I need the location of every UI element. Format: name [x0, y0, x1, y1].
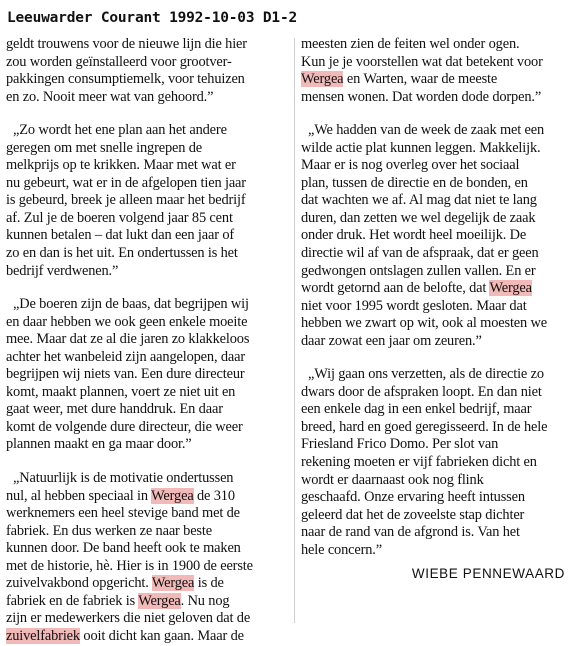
text-segment: niet voor 1995 wordt gesloten. Maar dat: [301, 297, 527, 314]
text-segment: „We hadden van de week de zaak met een: [308, 122, 545, 139]
text-segment: Maar er is nog overleg over het sociaal: [301, 157, 520, 174]
text-segment: zuivelvakbond opgericht.: [6, 575, 152, 592]
text-segment: meesten zien de feiten wel onder ogen.: [301, 36, 520, 52]
highlighted-term: Wergea: [301, 71, 344, 88]
text-line: [301, 210, 571, 228]
text-line: achter het wanbeleid zijn aangelopen, daar: [6, 348, 246, 365]
text-line: [301, 245, 571, 263]
highlighted-term: Wergea: [151, 487, 194, 504]
highlighted-term: Wergea: [151, 575, 195, 592]
text-line: bedrijf verdwenen.”: [6, 262, 119, 279]
text-segment: hebben we zwart op wit, ook al moesten we: [301, 315, 548, 332]
paragraph: [6, 470, 288, 645]
text-line: begrijpen wij niets van. Een dure directeur: [6, 366, 245, 383]
text-line: [301, 263, 571, 281]
text-line: nu gebeurt, wat er in de afgelopen tien jaar: [6, 174, 246, 191]
text-line: [6, 628, 288, 646]
paragraph: [301, 366, 571, 559]
text-line: [301, 333, 571, 351]
text-line: plannen maakt en ga maar door.”: [6, 436, 192, 453]
left-column: [6, 36, 288, 646]
text-line: [301, 401, 571, 419]
text-segment: met de historie, hè. Hier is in 1900 de eerste: [6, 557, 253, 574]
text-line: [301, 157, 571, 175]
text-line: [301, 36, 571, 54]
text-segment: Kun je je voorstellen wat dat betekent voor: [301, 53, 543, 70]
text-segment: wordt er daarnaast ook nog flink: [301, 471, 484, 488]
text-segment: hele concern.”: [301, 541, 382, 558]
text-line: melkprijs op te krikken. Maar met wat er: [6, 157, 236, 174]
text-segment: rekening moeten er vijf fabrieken dicht en: [301, 454, 537, 471]
text-line: [301, 524, 571, 542]
text-line: komt, maakt plannen, voert ze niet uit en: [6, 383, 236, 400]
text-line: [301, 542, 571, 560]
text-segment: Friesland Frico Domo. Per slot van: [301, 436, 499, 453]
text-line: [301, 384, 571, 402]
text-line: [6, 610, 288, 628]
text-segment: werknemers een heel stevige band met de: [6, 505, 240, 522]
text-segment: ooit dicht kan gaan. Maar de: [79, 627, 244, 644]
text-line: geldt trouwens voor de nieuwe lijn die hier: [6, 36, 247, 52]
text-segment: gedwongen ontslagen zullen vallen. En er: [301, 262, 536, 279]
text-line: en zo. Nooit meer wat van gehoord.”: [6, 88, 214, 105]
text-segment: dwars door de afspraken loopt. En dan niet: [301, 383, 542, 400]
text-line: [301, 315, 571, 333]
text-segment: fabriek en de fabriek is: [6, 592, 139, 609]
text-segment: geleerd dat het de zoveelste stap dichter: [301, 506, 525, 523]
text-line: „Zo wordt het ene plan aan het andere: [13, 122, 227, 139]
text-segment: kunnen door. De band heeft ook te maken: [6, 540, 241, 557]
text-line: mee. Maar dat ze al die jaren zo klakkeloos: [6, 331, 250, 348]
page-header: Leeuwarder Courant 1992-10-03 D1-2: [7, 10, 298, 26]
text-line: [6, 470, 288, 488]
text-line: [6, 488, 288, 506]
text-segment: geschaafd. Onze ervaring heeft intussen: [301, 489, 525, 506]
text-line: gaat weer, met dure handdruk. En daar: [6, 401, 223, 418]
text-line: [301, 489, 571, 507]
text-line: geregen om met snelle ingrepen de: [6, 139, 203, 156]
text-line: [6, 558, 288, 576]
text-line: [301, 71, 571, 89]
text-line: [301, 419, 571, 437]
text-line: en daar hebben we ook geen enkele moeite: [6, 313, 248, 330]
text-line: [301, 89, 571, 107]
text-line: [6, 505, 288, 523]
text-line: [301, 227, 571, 245]
text-line: [301, 280, 571, 298]
text-segment: breed, hard en goed geregisseerd. In de hele: [301, 418, 548, 435]
text-segment: dat wachten we af. Al mag dat niet te lang: [301, 192, 537, 209]
text-line: [301, 175, 571, 193]
text-segment: wilde actie plat kunnen leggen. Makkelijk.: [301, 139, 541, 156]
paragraph: [301, 122, 571, 350]
text-line: [6, 523, 288, 541]
text-line: is gebeurd, breek je alleen maar het bedrijf: [6, 192, 246, 209]
paragraph: [301, 36, 571, 106]
text-line: [6, 540, 288, 558]
text-line: komt de volgende dure directeur, die weer: [6, 418, 243, 435]
text-line: [301, 54, 571, 72]
text-segment: . Nu nog: [180, 592, 230, 609]
text-segment: zijn er medewerkers die niet geloven dat de: [6, 610, 251, 627]
column-divider: [294, 38, 295, 623]
text-segment: onder druk. Het wordt heel moeilijk. De: [301, 227, 527, 244]
highlighted-term: Wergea: [138, 592, 181, 609]
text-line: „De boeren zijn de baas, dat begrijpen wij: [13, 296, 249, 313]
text-segment: duren, dan zetten we wel degelijk de zaak: [301, 209, 536, 226]
text-segment: „Natuurlijk is de motivatie ondertussen: [13, 470, 234, 487]
paragraph: [6, 36, 288, 106]
text-line: [301, 122, 571, 140]
paragraph: [6, 122, 288, 280]
text-segment: naar de rand van de afgrond is. Van het: [301, 524, 520, 541]
right-column: [301, 36, 571, 583]
text-line: [301, 472, 571, 490]
text-line: zou worden geïnstalleerd voor grootver-: [6, 53, 232, 70]
text-line: [301, 140, 571, 158]
author-signature: WIEBE PENNEWAARD: [411, 566, 565, 582]
text-line: [301, 454, 571, 472]
text-line: [301, 366, 571, 384]
text-segment: „Wij gaan ons verzetten, als de directie zo: [308, 366, 544, 383]
text-segment: directie wil af van de afspraak, dat er geen: [301, 245, 539, 262]
text-segment: wordt getornd aan de belofte, dat: [301, 280, 490, 297]
text-segment: en Warten, waar de meeste: [343, 71, 498, 88]
text-line: [301, 298, 571, 316]
text-segment: daar zowat een jaar om zeuren.”: [301, 332, 482, 349]
text-line: af. Zul je de boeren volgend jaar 85 cent: [6, 209, 233, 226]
highlighted-term: Wergea: [489, 280, 532, 297]
text-segment: nul, al hebben speciaal in: [6, 487, 152, 504]
paragraph: [6, 296, 288, 454]
text-line: [6, 575, 288, 593]
text-line: [301, 436, 571, 454]
text-segment: mensen wonen. Dat worden dode dorpen.”: [301, 88, 542, 105]
text-line: [301, 192, 571, 210]
highlighted-term: zuivelfabriek: [6, 627, 80, 644]
text-segment: plan, tussen de directie en de bonden, en: [301, 174, 528, 191]
text-segment: een enkele dag in een enkel bedrijf, maar: [301, 401, 532, 418]
text-segment: fabriek. En dus werken ze naar beste: [6, 522, 212, 539]
text-segment: is de: [194, 575, 224, 592]
text-line: [6, 593, 288, 611]
text-line: pakkingen consumptiemelk, voor tehuizen: [6, 71, 245, 88]
text-segment: de 310: [193, 487, 235, 504]
text-line: kunnen betalen – dat lukt dan een jaar of: [6, 227, 235, 244]
text-line: [301, 507, 571, 525]
text-line: zo en dan is het uit. En ondertussen is het: [6, 245, 238, 262]
